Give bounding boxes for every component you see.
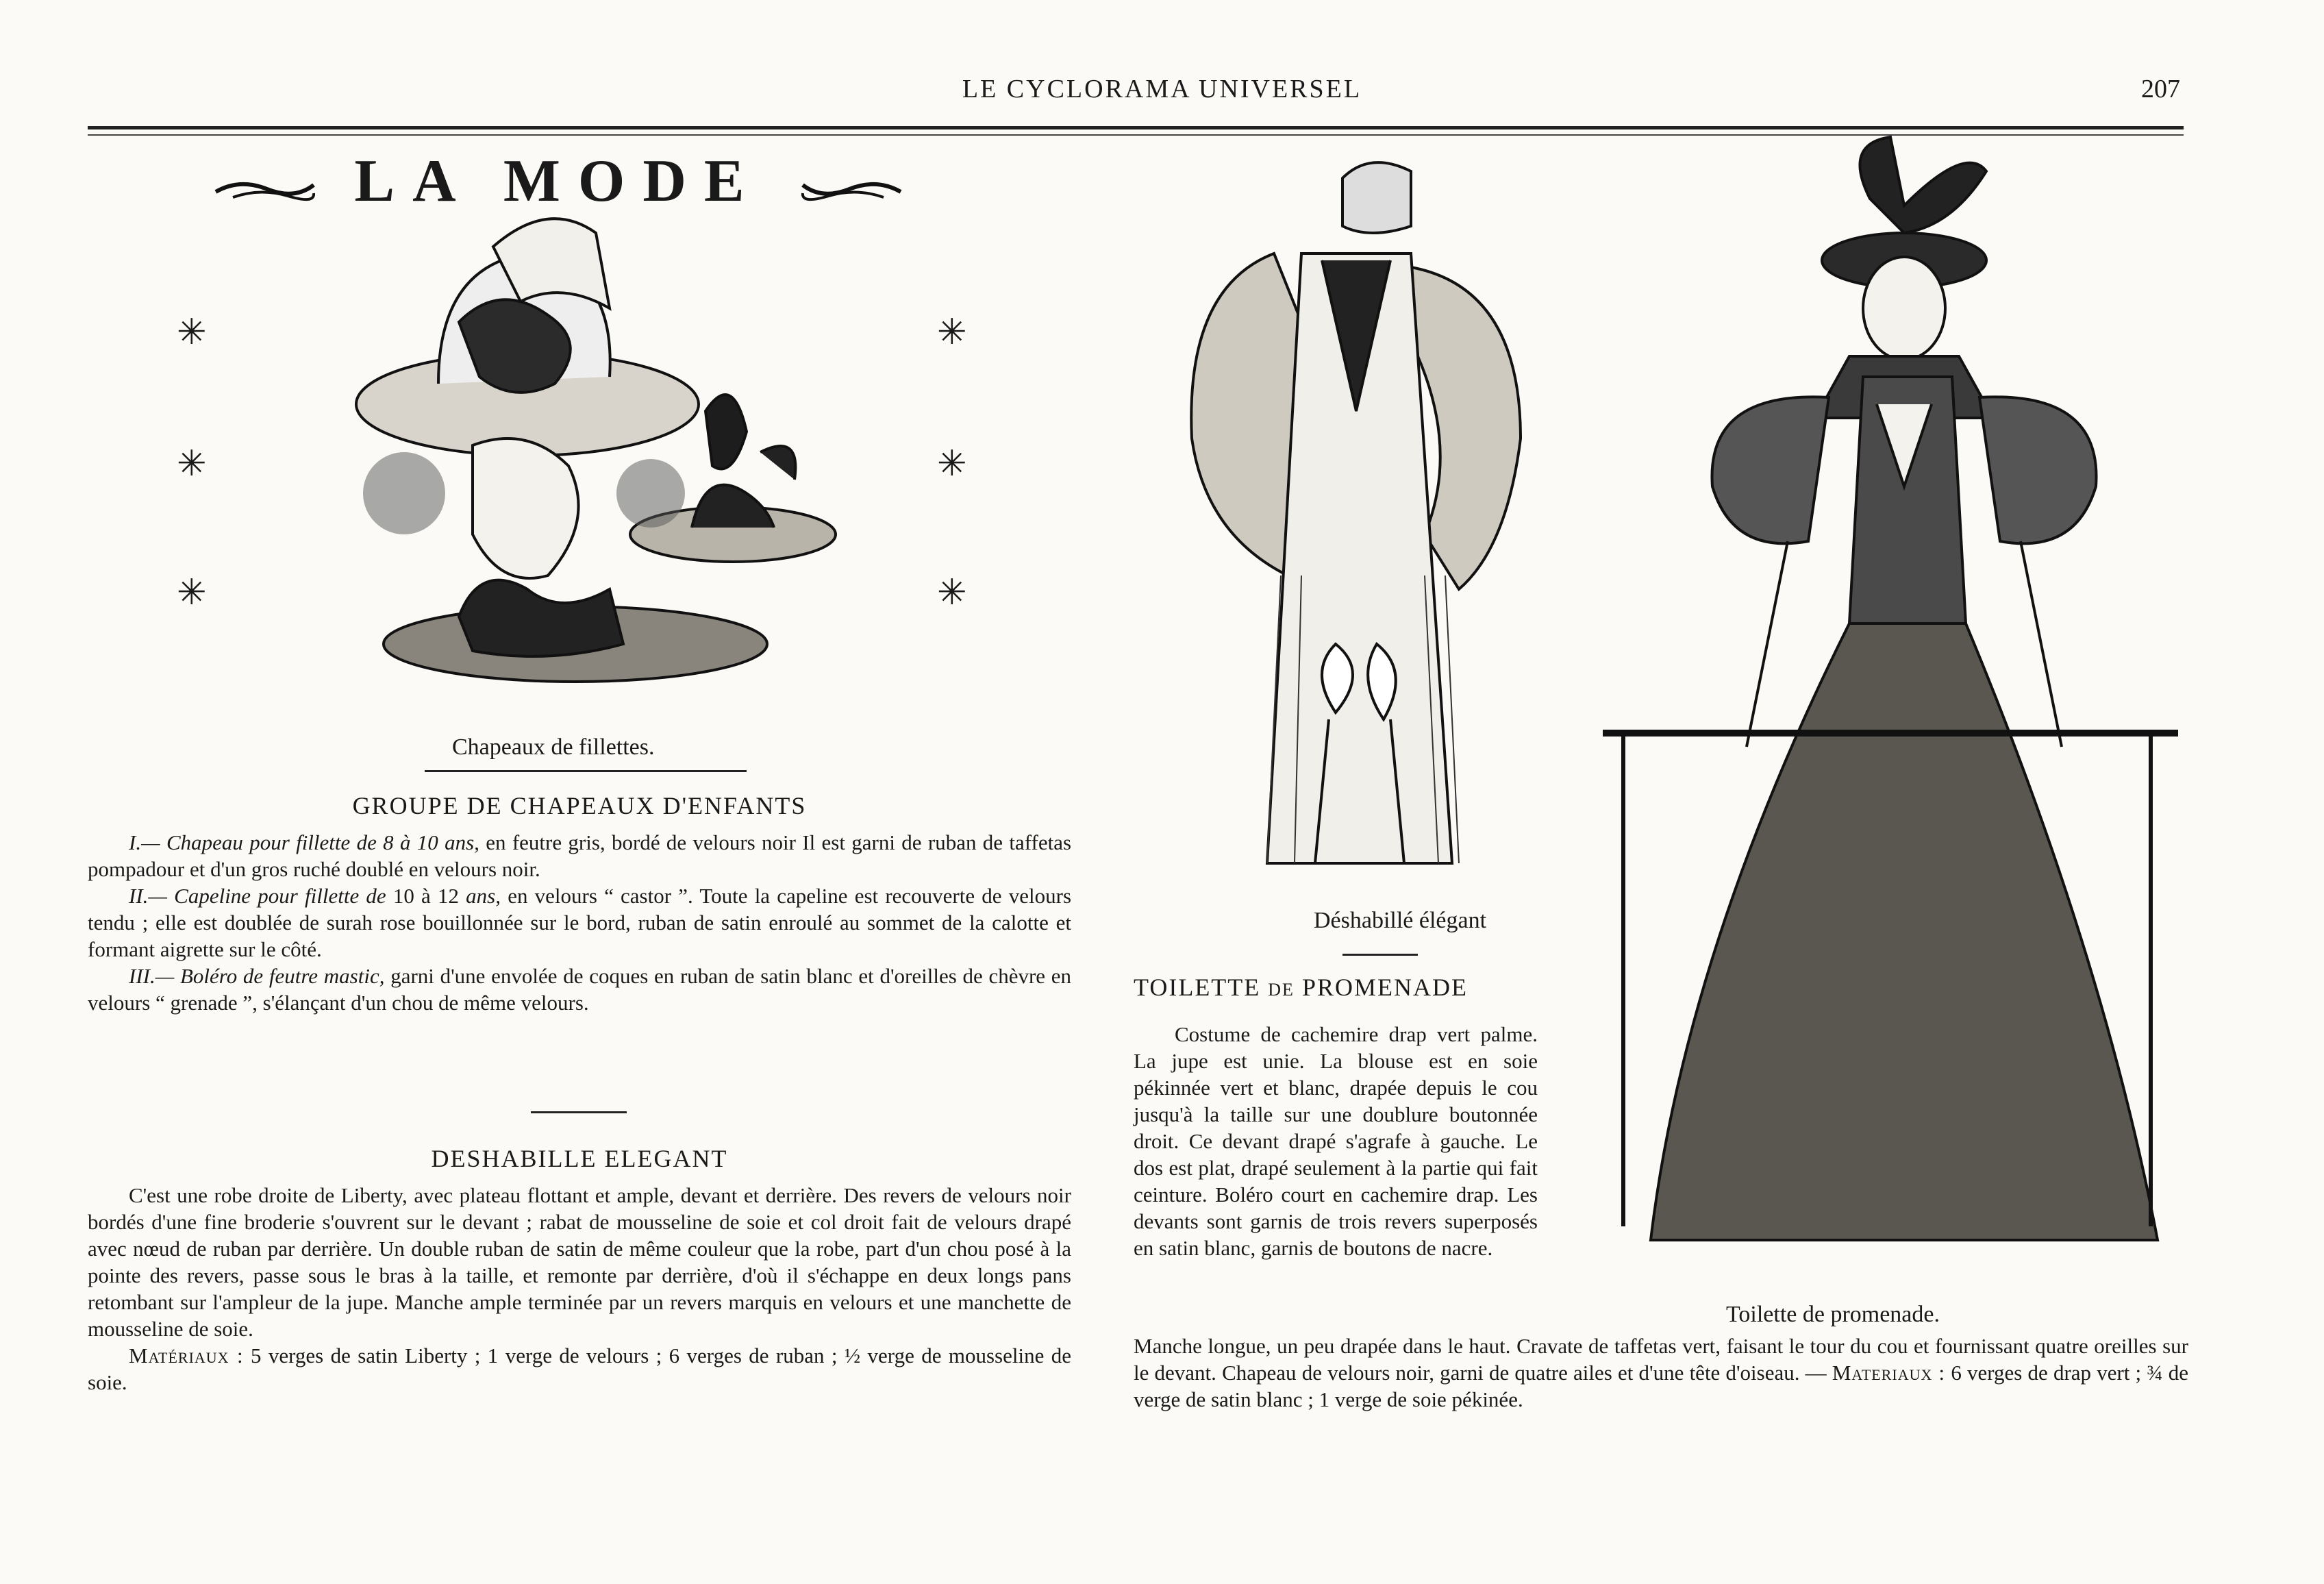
deshabille-section-heading: DESHABILLE ELEGANT	[431, 1145, 728, 1172]
hats-item-2-text: en velours “ castor ”. Toute la capeline est recouverte de velours tendu ; elle est doublée de surah rose bouillonnée sur le bord, ruban de satin enroulé au sommet de la calotte et formant aigrette sur le côté.	[88, 884, 1072, 961]
deshabille-materials-label: Matériaux :	[129, 1344, 244, 1368]
hats-item-1	[88, 829, 1071, 882]
caption-rule	[1342, 954, 1418, 956]
ornament-star-icon: ✳	[937, 573, 967, 612]
ornament-star-icon: ✳	[177, 313, 207, 352]
hats-item-2-ans: ans,	[466, 884, 501, 908]
promenade-continued-text-span: Manche longue, un peu drapée dans le haut. Cravate de taffetas vert, faisant le tour du cou et fournissant quatre oreilles sur le devant. Chapeau de velours noir, garni de quatre ailes et d'une tête d'oiseau. —	[1134, 1334, 2188, 1385]
hats-section-body	[88, 829, 1071, 1016]
deshabille-materials-text: 5 verges de satin Liberty ; 1 verge de velours ; 6 verges de ruban ; ½ verge de mousseline de soie.	[88, 1344, 1071, 1394]
deshabille-text: C'est une robe droite de Liberty, avec plateau flottant et ample, devant et derrière. Des revers de velours noir bordés d'une fine broderie s'ouvrent sur le devant ; rabat de mousseline de soie et col droit fait de velours drapé avec nœud de ruban par derrière. Un double ruban de satin de même couleur que la robe, part d'un chou posé à la pointe des revers, passe sous le bras à la taille, et remonte par derrière, d'où il s'échappe en deux longs pans retombant sur l'ampleur de la jupe. Manche ample terminée par un revers marquis en velours et une manchette de mousseline de soie.	[88, 1183, 1071, 1341]
promenade-heading-b: PROMENADE	[1301, 974, 1468, 1001]
promenade-materials-label: Materiaux :	[1832, 1361, 1946, 1385]
right-flourish-icon	[801, 164, 904, 206]
hats-item-3-text: garni d'une envolée de coques en ruban de satin blanc et d'oreilles de chèvre en velours “ grenade ”, s'élançant d'un chou de même velours.	[88, 964, 1072, 1015]
hats-item-3-label: III.— Boléro de feutre mastic,	[129, 964, 385, 988]
hats-item-2	[88, 882, 1071, 963]
header-rule	[88, 126, 2184, 129]
hats-item-3	[88, 963, 1071, 1016]
deshabille-caption: Déshabillé élégant	[1314, 908, 1487, 933]
hats-item-2-ages: 10 à 12	[392, 884, 459, 908]
deshabille-section-body	[88, 1182, 1071, 1396]
hats-item-1-text: en feutre gris, bordé de velours noir Il est garni de ruban de taffetas pompadour et d'un gros ruché doublé en velours noir.	[88, 830, 1072, 881]
ornament-star-icon: ✳	[937, 445, 967, 484]
deshabille-illustration	[1164, 151, 1548, 877]
caption-rule	[425, 770, 747, 772]
promenade-column-text	[1134, 1021, 1538, 1261]
section-divider	[531, 1111, 627, 1113]
ornament-star-icon: ✳	[937, 313, 967, 352]
hats-item-2-label: II.— Capeline pour fillette de	[129, 884, 386, 908]
promenade-heading-de: DE	[1268, 980, 1295, 1000]
promenade-heading-a: TOILETTE	[1134, 974, 1261, 1001]
promenade-materials-text: 6 verges de drap vert ; ¾ de verge de satin blanc ; 1 verge de soie pékinée.	[1134, 1361, 2189, 1411]
promenade-text: Costume de cachemire drap vert palme. La jupe est unie. La blouse est en soie pékinnée vert et blanc, drapée depuis le cou jusqu'à la taille sur une doublure boutonnée droit. Ce devant drapé s'agrafe à gauche. Le dos est plat, drapé seulement à la partie qui fait ceinture. Boléro court en cachemire drap. Les devants sont garnis de trois revers superposés en satin blanc, garnis de boutons de nacre.	[1134, 1022, 1538, 1260]
hats-item-1-label: I.— Chapeau pour fillette de 8 à 10 ans,	[129, 830, 479, 854]
ornament-star-icon: ✳	[177, 445, 207, 484]
deshabille-materials	[88, 1342, 1071, 1396]
ornament-star-icon: ✳	[177, 573, 207, 612]
banner-title: LA MODE	[354, 148, 762, 214]
hats-section-heading: GROUPE DE CHAPEAUX D'ENFANTS	[352, 792, 807, 819]
promenade-section-heading	[1134, 973, 1468, 1002]
promenade-dress-illustration	[1582, 130, 2199, 1295]
promenade-continued-text	[1134, 1333, 2188, 1413]
running-title: LE CYCLORAMA UNIVERSEL	[962, 75, 1362, 103]
promenade-continued	[1134, 1333, 2188, 1413]
promenade-caption: Toilette de promenade.	[1726, 1302, 1940, 1327]
hats-caption: Chapeaux de fillettes.	[452, 734, 655, 760]
childrens-hats-illustration	[322, 206, 842, 726]
page-number: 207	[2141, 75, 2180, 103]
